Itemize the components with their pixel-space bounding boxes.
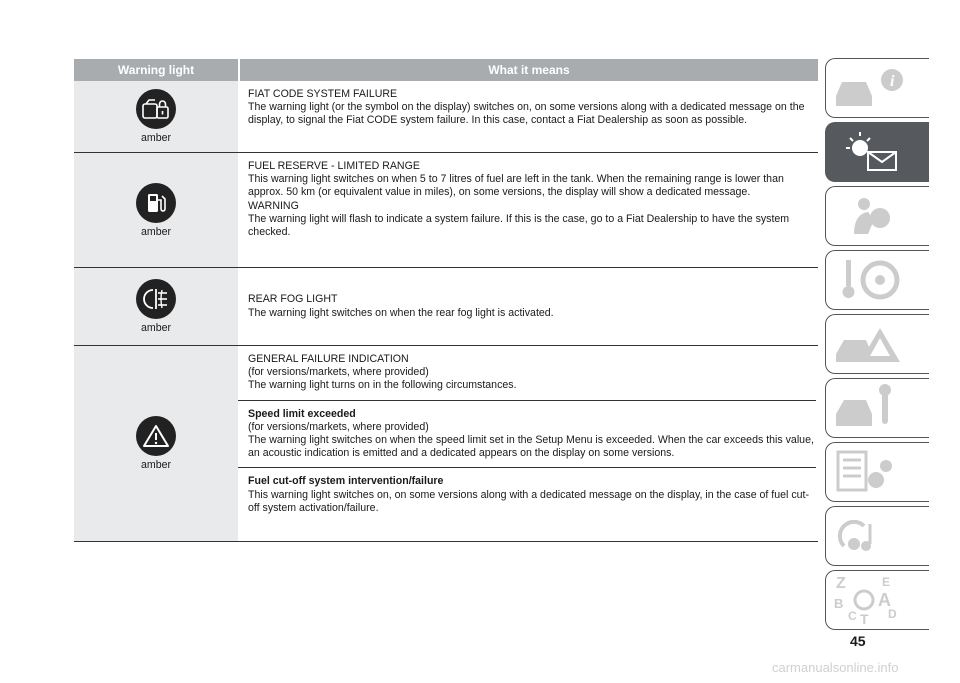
multimedia-icon[interactable] — [825, 506, 929, 566]
row-title: REAR FOG LIGHT — [248, 293, 338, 306]
svg-text:E: E — [882, 575, 891, 589]
row-text: The warning light switches on when the rear fog light is activated. — [248, 306, 554, 319]
warning-lights-message-icon[interactable] — [825, 122, 929, 182]
warning-triangle-icon — [136, 416, 176, 456]
icon-cell — [74, 81, 238, 152]
row-text: This warning light switches on, on some versions along with a dedicated message on the display, in the case of fuel cut-off system activation/failure. — [248, 488, 809, 514]
car-info-icon[interactable] — [825, 58, 929, 118]
description-cell — [238, 81, 818, 152]
page-number: 45 — [850, 633, 866, 649]
seat-belt-airbag-icon[interactable] — [825, 186, 929, 246]
color-label: amber — [140, 225, 172, 238]
svg-text:i: i — [890, 73, 895, 90]
icon-cell — [74, 153, 238, 267]
warning-text: The warning light will flash to indicate a system failure. If this is the case, go to a Fiat Dealership to have the system checked. — [248, 212, 790, 239]
header-what-it-means: What it means — [238, 59, 818, 81]
svg-text:T: T — [860, 611, 869, 626]
svg-text:A: A — [878, 590, 891, 610]
warning-title: WARNING — [248, 199, 299, 212]
svg-text:Z: Z — [836, 575, 846, 592]
svg-text:B: B — [834, 596, 844, 611]
description-cell — [238, 153, 818, 267]
watermark: carmanualsonline.info — [772, 660, 899, 675]
row-title: FUEL RESERVE - LIMITED RANGE — [248, 160, 420, 172]
row-title: Speed limit exceeded — [248, 407, 356, 420]
icon-cell — [74, 268, 238, 345]
color-label: amber — [140, 132, 172, 144]
row-text: This warning light switches on when 5 to 7 litres of fuel are left in the tank. When the remaining range is lower than approx. 50 km (or equivalent value in miles), on some versions, the display will show a dedicated message. — [248, 173, 784, 199]
color-label: amber — [140, 459, 172, 471]
svg-text:C: C — [848, 609, 857, 623]
description-cell — [238, 346, 818, 541]
chapter-tabs — [825, 58, 929, 634]
row-text: The warning light (or the symbol on the display) switches on, on some versions along with a dedicated message on the display, to signal the Fiat CODE system failure. In this case, contact a Fiat Dealership as soon as possible. — [248, 101, 805, 127]
table-row — [74, 153, 818, 268]
alphabetical-index-icon[interactable] — [825, 570, 929, 630]
road-emergency-icon[interactable] — [825, 314, 929, 374]
table-row — [74, 268, 818, 346]
row-title: FIAT CODE SYSTEM FAILURE — [248, 88, 398, 100]
technical-data-icon[interactable] — [825, 442, 929, 502]
warning-lights-table — [74, 59, 818, 542]
description-cell — [238, 268, 818, 345]
row-title: GENERAL FAILURE INDICATION — [248, 353, 409, 365]
color-label: amber — [140, 322, 172, 334]
row-subtitle: (for versions/markets, where provided) — [248, 366, 429, 379]
table-header — [74, 59, 818, 81]
row-title: Fuel cut-off system intervention/failure — [248, 475, 444, 488]
car-maintenance-icon[interactable] — [825, 378, 929, 438]
svg-text:D: D — [888, 607, 897, 621]
table-row — [74, 81, 818, 153]
row-subtitle: (for versions/markets, where provided) — [248, 420, 429, 433]
header-warning-light: Warning light — [117, 63, 195, 77]
key-steering-wheel-icon[interactable] — [825, 250, 929, 310]
fuel-pump-icon — [136, 183, 176, 223]
rear-fog-light-icon — [136, 279, 176, 319]
row-text: The warning light turns on in the following circumstances. — [248, 379, 517, 392]
table-row — [74, 346, 818, 542]
row-text: The warning light switches on when the speed limit set in the Setup Menu is exceeded. When the car exceeds this value, an acoustic indication is emitted and a dedicated appears on the display on some versions. — [248, 434, 814, 460]
icon-cell — [74, 346, 238, 541]
fiat-code-lock-icon — [136, 89, 176, 129]
